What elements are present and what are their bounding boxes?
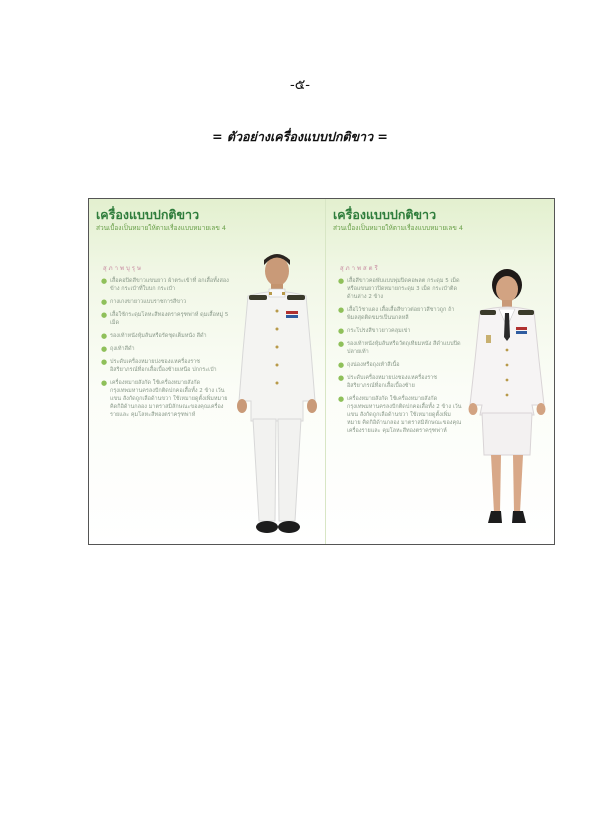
list-item: ● กระโปรงสีขาวยาวคลุมเข่า <box>338 327 411 335</box>
uniform-example-figure <box>88 198 555 545</box>
bullet-icon: ● <box>101 277 108 285</box>
list-item: ● เสื้อคอปิดสีขาวแขนยาว ผ้าตระเข้าที่ อกเสื้อทั้งสองข้าง กระเป๋าที่ใบบก กระเป๋า <box>101 277 229 292</box>
bullet-icon: ● <box>101 345 108 353</box>
bullet-icon: ● <box>101 379 108 387</box>
male-uniform-illustration <box>231 251 323 543</box>
list-item: ● เสื้อใช้กระดุมโลหะสีทองตราครุฑพ่าห์ ดุมเสื้อหมู่ 5 เม็ด <box>101 311 229 326</box>
male-uniform-items <box>101 277 229 424</box>
bullet-icon: ● <box>338 327 345 335</box>
bullet-icon: ● <box>101 298 108 306</box>
page-number: -๕- <box>289 77 311 93</box>
list-item: ● ประดับเครื่องหมายบ่งชองแหครื่องราช อิสริยาภรณ์ที่อกเสื้อเบื้องซ้ายเหนือ ปกกระเป๋า <box>101 358 217 373</box>
list-item: ● เครื่องหมายสังกัด ใช้เครื่องหมายสังกัด กรุงเทพมหานครลงปักติดปกคอเสื้อทั้ง 2 ข้าง เว้นแขน สังกัดถูกเลือด้านขวา ใช้เหมายดูตั้งเพิ่มหมาย คิดกิอิด้านกลอง มาตราสมิลักษณะของคุณเครื่องรายและ คุมโลหะสีทองตราครุฑพ่าห์ <box>338 395 462 434</box>
bullet-icon: ● <box>338 374 345 382</box>
bullet-icon: ● <box>338 395 345 403</box>
list-item: ● รองเท้าหนังหุ้มส้นหรือวัตถุเทียมหนัง สีดำแบบปิดปลายเท้า <box>338 340 461 355</box>
bullet-icon: ● <box>101 311 108 319</box>
bullet-icon: ● <box>338 306 345 314</box>
female-panel-subtitle: ส่วนเบื้องเป็นหมายให้ตามเรื่องแบบหมายเลข 4 <box>333 224 464 232</box>
bullet-icon: ● <box>338 361 345 369</box>
female-uniform-items <box>338 277 462 440</box>
list-item: ● เสื้อไว้ชาแดง เสื้อเสื้อสีขาวต่อยาวสีชาวถูก ถ้าพิมลสุดติดขมรเป็นนกลหลี <box>338 306 455 321</box>
male-uniform-panel <box>89 199 325 544</box>
list-item: ● รองเท้าหนังหุ้มส้นหรือรัดชุดเต็มหนัง สีดำ <box>101 332 207 340</box>
female-section-label: สุภาพสตรี <box>340 265 380 272</box>
bullet-icon: ● <box>338 277 345 285</box>
female-panel-title: เครื่องแบบปกติขาว <box>333 207 437 222</box>
list-item: ● เครื่องหมายสังกัด ใช้เครื่องหมายสังกัด กรุงเทพมหานครลงปักติดปกคอเสื้อทั้ง 2 ข้าง เว้นแขน สังกัดถูกเลือด้านขวา ใช้เหมายดูตั้งเพิ่มหมาย คิดกิอิด้านกลอง มาตราสมิลักษณะของคุณเครื่องรายและ คุมโลหะสีทองตราครุฑพ่าห์ <box>101 379 228 418</box>
bullet-icon: ● <box>101 332 108 340</box>
male-section-label: สุภาพบุรุษ <box>103 265 143 272</box>
female-uniform-panel <box>325 199 554 544</box>
female-uniform-illustration <box>464 265 550 537</box>
list-item: ● ถุงเท้าสีดำ <box>101 345 135 353</box>
bullet-icon: ● <box>338 340 345 348</box>
male-panel-subtitle: ส่วนเบื้องเป็นหมายให้ตามเรื่องแบบหมายเลข 4 <box>96 224 227 232</box>
male-panel-title: เครื่องแบบปกติขาว <box>96 207 200 222</box>
page-heading: = ตัวอย่างเครื่องแบบปกติขาว = <box>212 129 388 144</box>
bullet-icon: ● <box>101 358 108 366</box>
list-item: ● กางเกงขายาวแบบราชการสีขาว <box>101 298 187 306</box>
list-item: ● ประดับเครื่องหมายบ่งชองแหครื่องราช อิสริยาภรณ์ที่อกเสื้อเบื้องซ้าย <box>338 374 437 389</box>
list-item: ● ถุงน่องหรือถุงเท้าสีเนื้อ <box>338 361 400 369</box>
list-item: ● เสื้อสีขาวคอพับแบบพุ่มปิดคอพลต กระดุม 5 เม็ด หรือแขนยาวปิดหมายกระดุม 3 เม็ด กระเป๋าติดด้านล่าง 2 ข้าง <box>338 277 460 300</box>
